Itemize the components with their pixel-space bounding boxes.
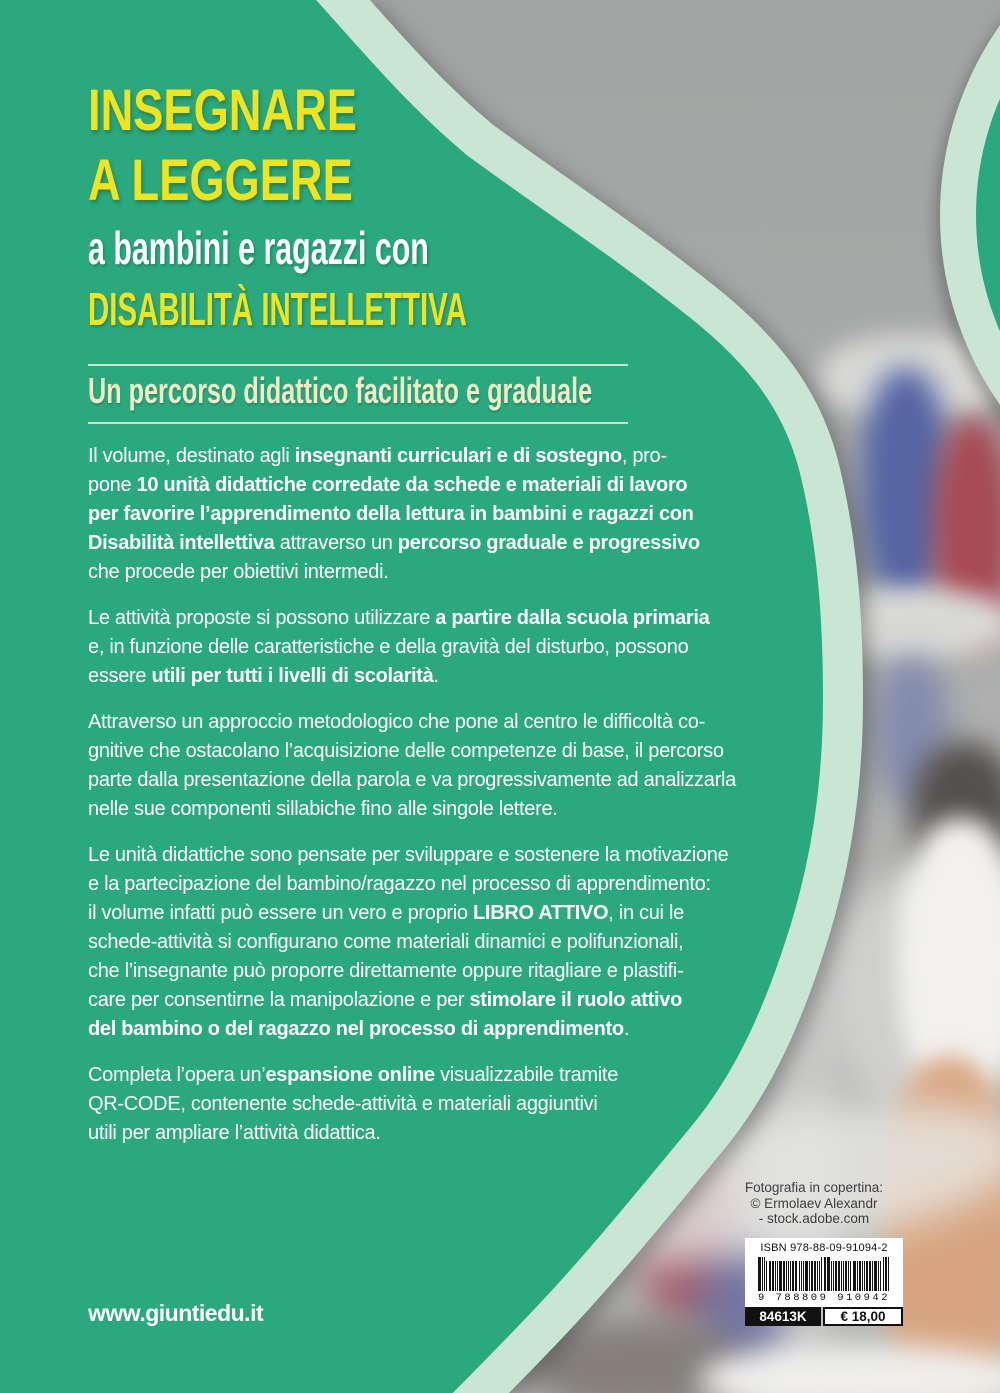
barcode-bar (859, 1261, 861, 1291)
barcode-bar (827, 1257, 830, 1291)
body-line: schede-attività si configurano come materiali dinamici e polifunzionali, (88, 931, 684, 953)
body-line: essere utili per tutti i livelli di scolarità. (88, 665, 439, 687)
barcode-bar (874, 1261, 877, 1291)
barcode-bar (819, 1261, 820, 1291)
body-line: Il volume, destinato agli insegnanti curriculari e di sostegno, pro- (88, 445, 667, 467)
barcode-bar (864, 1261, 865, 1291)
barcode-bar (835, 1261, 837, 1291)
title-line-1: INSEGNARE (88, 78, 357, 143)
barcode-white-box (745, 1238, 903, 1307)
barcode-bar (764, 1257, 765, 1291)
body-paragraph (88, 1061, 808, 1148)
credit-line: © Ermolaev Alexandr (750, 1195, 878, 1211)
body-line: e, in funzione delle caratteristiche e della gravità del disturbo, possono (88, 636, 689, 658)
barcode-bar (850, 1261, 851, 1291)
barcode-bar (841, 1261, 842, 1291)
barcode-bar (790, 1261, 791, 1291)
barcode-bar (769, 1261, 771, 1291)
body-line: Completa l’opera un’espansione online visualizzabile tramite (88, 1064, 619, 1086)
barcode-bar (845, 1261, 847, 1291)
subtitle: Un percorso didattico facilitato e graduale (88, 370, 593, 411)
barcode-bar (872, 1261, 873, 1291)
barcode-bar (862, 1261, 863, 1291)
barcode-bar (805, 1261, 808, 1291)
barcode-bar (758, 1257, 761, 1291)
body-line: Attraverso un approccio metodologico che pone al centro le difficoltà co- (88, 711, 705, 733)
body-line: parte dalla presentazione della parola e va progressivamente ad analizzarla (88, 769, 736, 791)
body-line: nelle sue componenti sillabiche fino alle singole lettere. (88, 798, 558, 820)
title-line-2: A LEGGERE (88, 148, 353, 213)
barcode-bar (801, 1261, 802, 1291)
barcode-bar (811, 1261, 813, 1291)
price-label: € 18,00 (823, 1307, 903, 1326)
body-paragraph (88, 604, 808, 691)
credit-line: - stock.adobe.com (758, 1211, 870, 1226)
barcode-bar (783, 1261, 785, 1291)
photo-credit (745, 1180, 883, 1227)
barcode-bar (786, 1261, 787, 1291)
barcode-bar (777, 1261, 778, 1291)
body-paragraph (88, 708, 808, 824)
barcode-bar (779, 1261, 782, 1291)
body-text (88, 442, 808, 1148)
barcode-bar (885, 1257, 887, 1291)
barcode-bar (833, 1261, 834, 1291)
body-paragraph (88, 841, 808, 1044)
barcode-bar (762, 1257, 763, 1291)
barcode-bar (869, 1261, 871, 1291)
body-paragraph (88, 442, 808, 587)
divider-rule-bottom (88, 422, 628, 424)
website-url: www.giuntiedu.it (88, 1300, 264, 1326)
barcode-bar (775, 1261, 776, 1291)
body-line: care per consentirne la manipolazione e per stimolare il ruolo attivo (88, 989, 683, 1011)
isbn-label: ISBN 978-88-09-91094-2 (760, 1242, 888, 1254)
body-line: Le unità didattiche sono pensate per sviluppare e sostenere la motivazione (88, 844, 729, 866)
barcode-digits: 9 788809 910942 (757, 1292, 890, 1304)
body-line: Disabilità intellettiva attraverso un percorso graduale e progressivo (88, 532, 700, 554)
barcode-bar (880, 1261, 881, 1291)
barcode-bar (824, 1257, 826, 1291)
body-line: del bambino o del ragazzo nel processo di apprendimento. (88, 1018, 630, 1040)
title-line-4: DISABILITÀ INTELLETTIVA (88, 283, 467, 335)
barcode-bar (792, 1261, 794, 1291)
barcode-bar (843, 1261, 844, 1291)
barcode-bars (751, 1257, 897, 1291)
body-line: che procede per obiettivi intermedi. (88, 561, 389, 583)
barcode-bar (788, 1261, 789, 1291)
barcode-bar (848, 1261, 849, 1291)
body-line: Le attività proposte si possono utilizzare a partire dalla scuola primaria (88, 607, 710, 629)
product-code: 84613K (745, 1307, 821, 1326)
barcode-bar (766, 1261, 767, 1291)
body-line: per favorire l’apprendimento della lettura in bambini e ragazzi con (88, 503, 694, 525)
barcode-bar (857, 1261, 858, 1291)
barcode-bar (799, 1261, 800, 1291)
barcode-bar (809, 1261, 810, 1291)
barcode-block (745, 1238, 903, 1326)
barcode-bar (883, 1257, 884, 1291)
barcode-bar (888, 1257, 889, 1291)
barcode-bar (853, 1261, 856, 1291)
barcode-bar (772, 1261, 774, 1291)
cover-content (88, 76, 808, 1165)
credit-line: Fotografia in copertina: (744, 1180, 883, 1195)
barcode-bar (838, 1261, 840, 1291)
title-line-3: a bambini e ragazzi con (88, 222, 429, 274)
barcode-bar (821, 1257, 822, 1291)
body-line: che l’insegnante può proporre direttamente oppure ritagliare e plastifi- (88, 960, 684, 982)
body-line: QR-CODE, contenente schede-attività e materiali aggiuntivi (88, 1093, 598, 1115)
body-line: pone 10 unità didattiche corredate da schede e materiali di lavoro (88, 474, 688, 496)
barcode-bottom-row (745, 1307, 903, 1326)
divider-rule-top (88, 364, 628, 366)
barcode-bar (814, 1261, 816, 1291)
body-line: il volume infatti può essere un vero e proprio LIBRO ATTIVO, in cui le (88, 902, 684, 924)
barcode-bar (803, 1261, 804, 1291)
body-line: gnitive che ostacolano l’acquisizione delle competenze di base, il percorso (88, 740, 724, 762)
barcode-bar (878, 1261, 879, 1291)
barcode-bar (831, 1261, 832, 1291)
body-line: e la partecipazione del bambino/ragazzo nel processo di apprendimento: (88, 873, 711, 895)
barcode-bar (795, 1261, 797, 1291)
barcode-bar (866, 1261, 868, 1291)
body-line: utili per ampliare l’attività didattica. (88, 1122, 381, 1144)
barcode-bar (817, 1261, 818, 1291)
